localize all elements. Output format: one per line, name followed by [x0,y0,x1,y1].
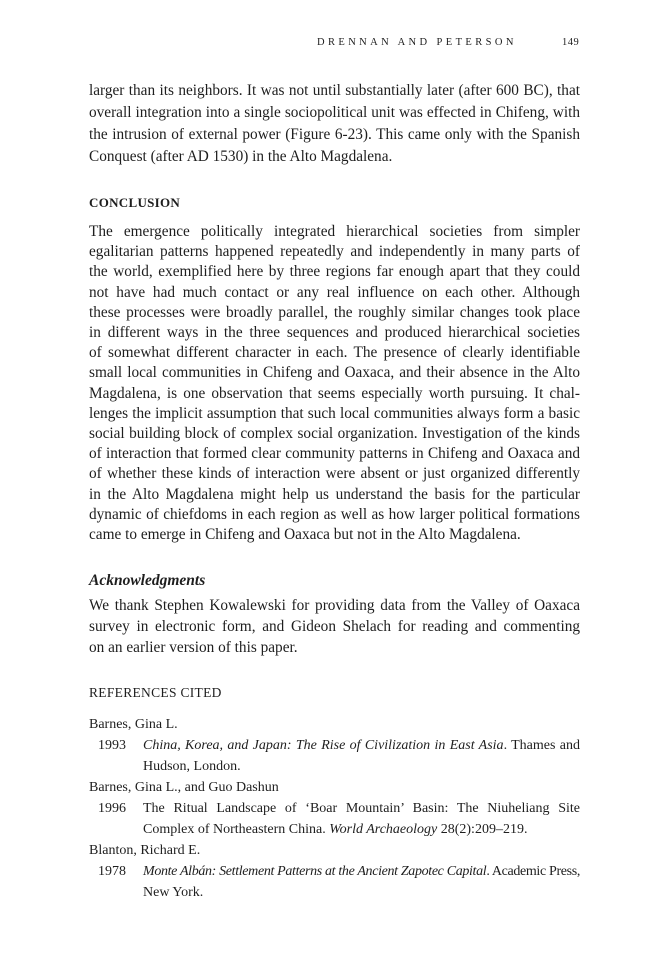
reference-text [143,861,580,903]
running-head: DRENNAN AND PETERSON [317,37,517,48]
paragraph-line: We thank Stephen Kowalewski for providing data from the Valley of Oaxaca [89,597,580,614]
reference-title: China, Korea, and Japan: The Rise of Civilization in East Asia [143,738,504,753]
reference-text [143,798,580,840]
reference-publisher: . Academic Press, [486,864,580,879]
paragraph-line: of whether these kinds of interaction were absent or just organized differently [89,465,580,483]
paragraph-line: in the Alto Magdalena might help us understand the basis for the particular [89,485,580,503]
paragraph-line: on an earlier version of this paper. [89,639,298,656]
reference-journal: World Archaeology [329,822,438,837]
reference-author: Barnes, Gina L. [89,717,178,732]
paragraph-line: Magdalena, is one observation that seems especially worth pursuing. It chal- [89,384,580,402]
reference-line: New York. [143,885,204,900]
reference-line [143,819,580,840]
paragraph-line: larger than its neighbors. It was not until substantially later (after 600 BC), that [89,82,580,99]
paragraph-line: the world, exemplified here by three regions far enough apart that they could [89,263,580,281]
reference-title: Monte Albán: Settlement Patterns at the Ancient Zapotec Capital [143,864,487,879]
paragraph-line: the intrusion of external power (Figure 6-23). This came only with the Spanish [89,126,580,143]
intro-paragraph [89,80,580,168]
paragraph-line: egalitarian patterns happened repeatedly and independently in many parts of [89,243,580,261]
paragraph-line: came to emerge in Chifeng and Oaxaca but not in the Alto Magdalena. [89,526,521,544]
paragraph-line: The emergence politically integrated hierarchical societies from simpler [89,223,580,240]
section-heading-references: REFERENCES CITED [89,685,222,700]
reference-line [143,861,580,882]
reference-author: Blanton, Richard E. [89,843,201,858]
section-heading-acknowledgments: Acknowledgments [89,572,206,589]
paragraph-line: survey in electronic form, and Gideon Shelach for reading and commenting [89,618,580,635]
paragraph-line: lenges the implicit assumption that such local communities always form a basic [89,404,580,422]
reference-line: The Ritual Landscape of ‘Boar Mountain’ Basin: The Niuheliang Site [143,801,580,816]
reference-year: 1993 [98,738,126,753]
page-number: 149 [562,37,580,48]
reference-line [143,735,580,756]
reference-line: Hudson, London. [143,759,241,774]
paragraph-line: dynamic of chiefdoms in each region as well as how larger political formations [89,505,580,523]
paragraph-line: in different ways in the three sequences and produced hierarchical societies [89,324,580,342]
paragraph-line: of somewhat different character in each. The presence of clearly identifiable [89,344,580,362]
paragraph-line: overall integration into a single sociopolitical unit was effected in Chifeng, with [89,104,580,121]
reference-text [143,735,580,777]
reference-list [89,714,580,903]
running-header [0,37,650,53]
reference-title-cont: Complex of Northeastern China. [143,822,330,837]
paragraph-line: social building block of complex social organization. Investigation of the kinds [89,425,580,443]
reference-entry [89,798,580,840]
acknowledgments-paragraph [89,595,580,658]
paragraph-line: small local communities in Chifeng and Oaxaca, and their absence in the Alto [89,364,580,382]
reference-volume: 28(2):209–219. [437,822,528,837]
paragraph-line: of interaction that formed clear community patterns in Chifeng and Oaxaca and [89,445,580,463]
section-heading-conclusion: CONCLUSION [89,195,181,210]
reference-year: 1978 [98,864,126,879]
conclusion-paragraph [89,222,580,545]
reference-entry [89,861,580,903]
reference-author: Barnes, Gina L., and Guo Dashun [89,780,279,795]
paragraph-line: these processes were broadly parallel, the roughly similar changes took place [89,303,580,321]
reference-entry [89,735,580,777]
paragraph-line: Conquest (after AD 1530) in the Alto Magdalena. [89,148,393,165]
reference-year: 1996 [98,801,126,816]
paragraph-line: not have had much contact or any real influence on each other. Although [89,283,580,301]
reference-publisher: . Thames and [503,738,580,753]
